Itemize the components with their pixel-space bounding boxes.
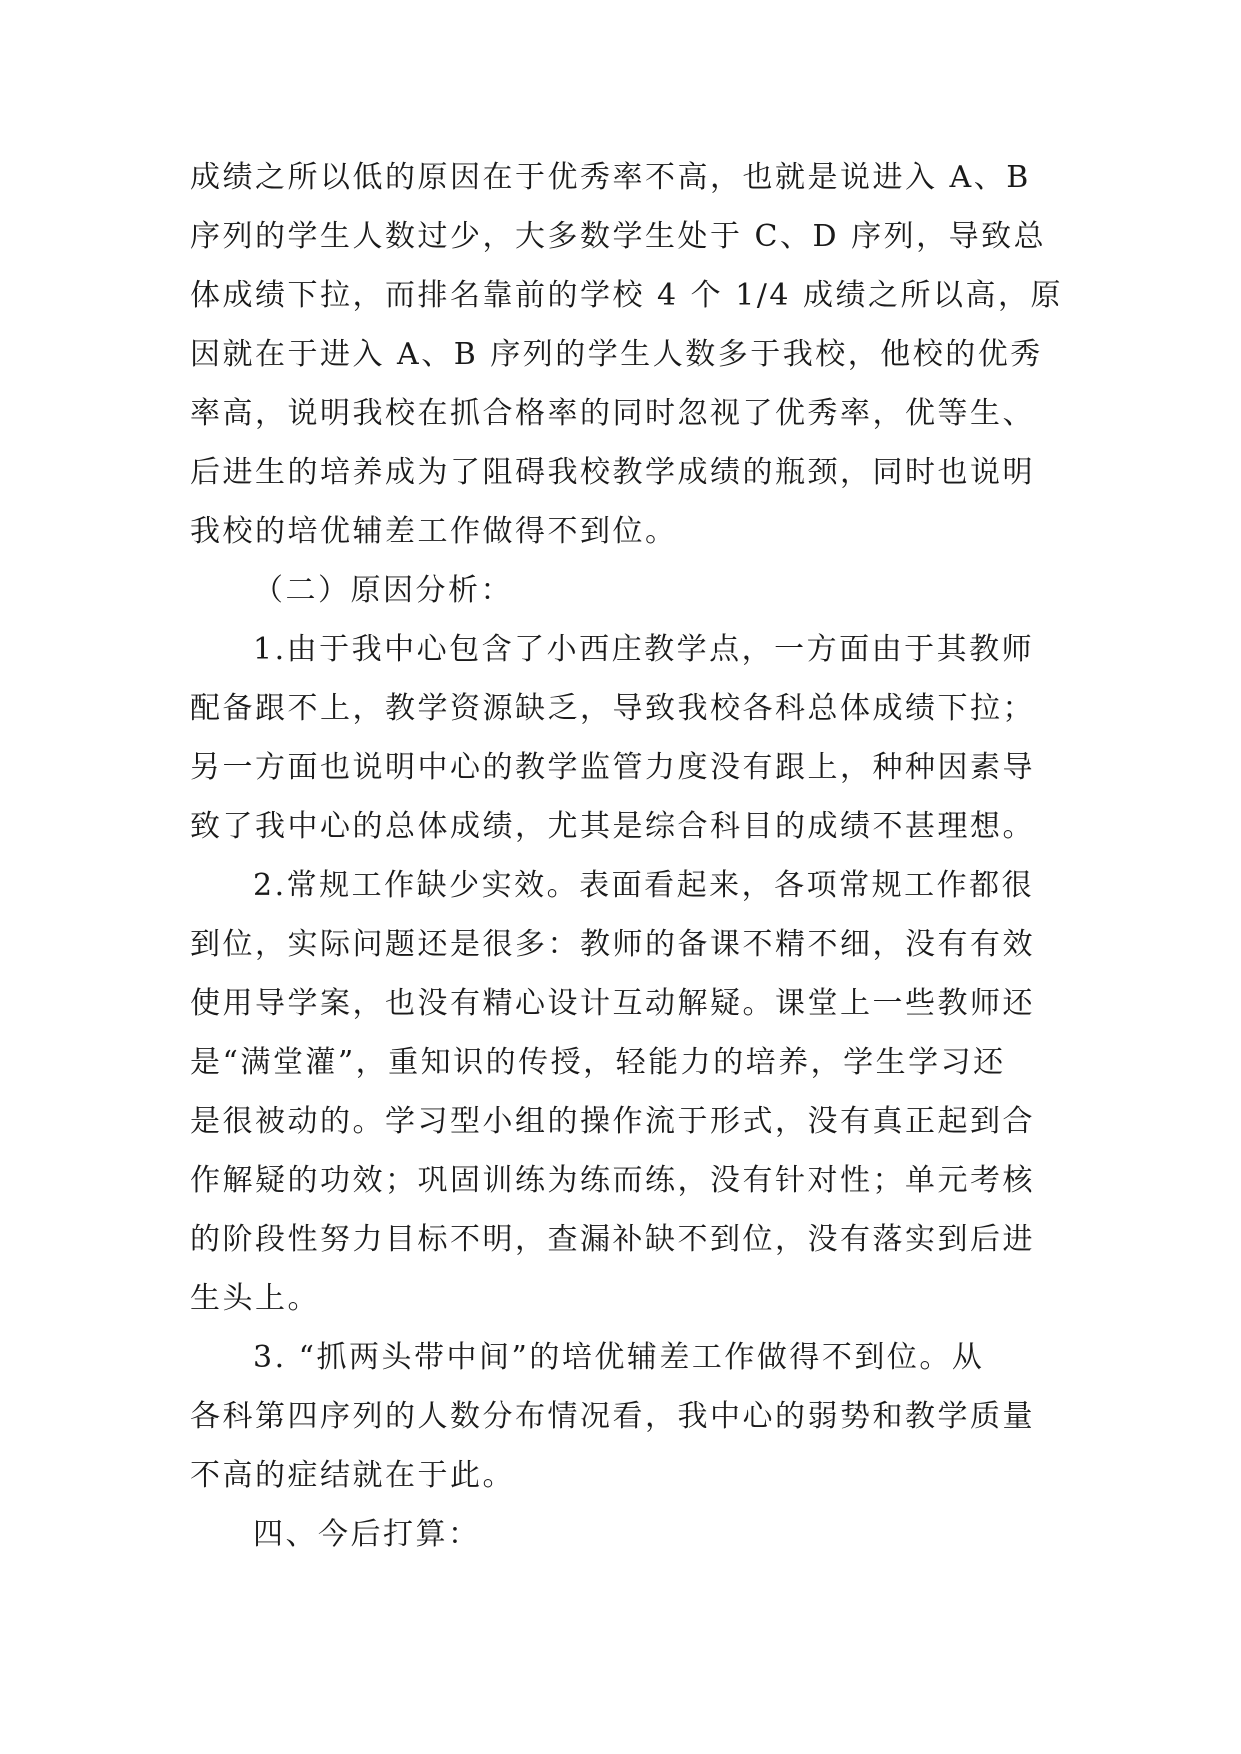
paragraph-line: 到位，实际问题还是很多：教师的备课不精不细，没有有效	[190, 927, 1035, 962]
section-heading: （二）原因分析：	[253, 573, 513, 608]
paragraph-line: 成绩之所以低的原因在于优秀率不高，也就是说进入 A、B	[190, 160, 1031, 195]
paragraph-line: 我校的培优辅差工作做得不到位。	[190, 514, 678, 549]
paragraph-line: 1.由于我中心包含了小西庄教学点，一方面由于其教师	[253, 632, 1035, 667]
paragraph-line: 3. “抓两头带中间”的培优辅差工作做得不到位。从	[253, 1340, 985, 1375]
paragraph-line: 不高的症结就在于此。	[190, 1458, 515, 1493]
paragraph-line: 因就在于进入 A、B 序列的学生人数多于我校，他校的优秀	[190, 337, 1043, 372]
paragraph-line: 序列的学生人数过少，大多数学生处于 C、D 序列，导致总	[190, 219, 1047, 254]
paragraph-line: 是“满堂灌”，重知识的传授，轻能力的培养，学生学习还	[190, 1045, 1006, 1080]
paragraph-line: 作解疑的功效；巩固训练为练而练，没有针对性；单元考核	[190, 1163, 1035, 1198]
paragraph-line: 率高，说明我校在抓合格率的同时忽视了优秀率，优等生、	[190, 396, 1035, 431]
paragraph-line: 的阶段性努力目标不明，查漏补缺不到位，没有落实到后进	[190, 1222, 1035, 1257]
paragraph-line: 各科第四序列的人数分布情况看，我中心的弱势和教学质量	[190, 1399, 1035, 1434]
paragraph-line: 后进生的培养成为了阻碍我校教学成绩的瓶颈，同时也说明	[190, 455, 1035, 490]
paragraph-line: 致了我中心的总体成绩，尤其是综合科目的成绩不甚理想。	[190, 809, 1035, 844]
paragraph-line: 是很被动的。学习型小组的操作流于形式，没有真正起到合	[190, 1104, 1035, 1139]
paragraph-line: 生头上。	[190, 1281, 320, 1316]
paragraph-line: 使用导学案，也没有精心设计互动解疑。课堂上一些教师还	[190, 986, 1035, 1021]
paragraph-line: 配备跟不上，教学资源缺乏，导致我校各科总体成绩下拉；	[190, 691, 1035, 726]
paragraph-line: 2.常规工作缺少实效。表面看起来，各项常规工作都很	[253, 868, 1035, 903]
paragraph-line: 另一方面也说明中心的教学监管力度没有跟上，种种因素导	[190, 750, 1035, 785]
paragraph-line: 体成绩下拉，而排名靠前的学校 4 个 1/4 成绩之所以高，原	[190, 278, 1064, 313]
section-heading: 四、今后打算：	[253, 1517, 481, 1552]
